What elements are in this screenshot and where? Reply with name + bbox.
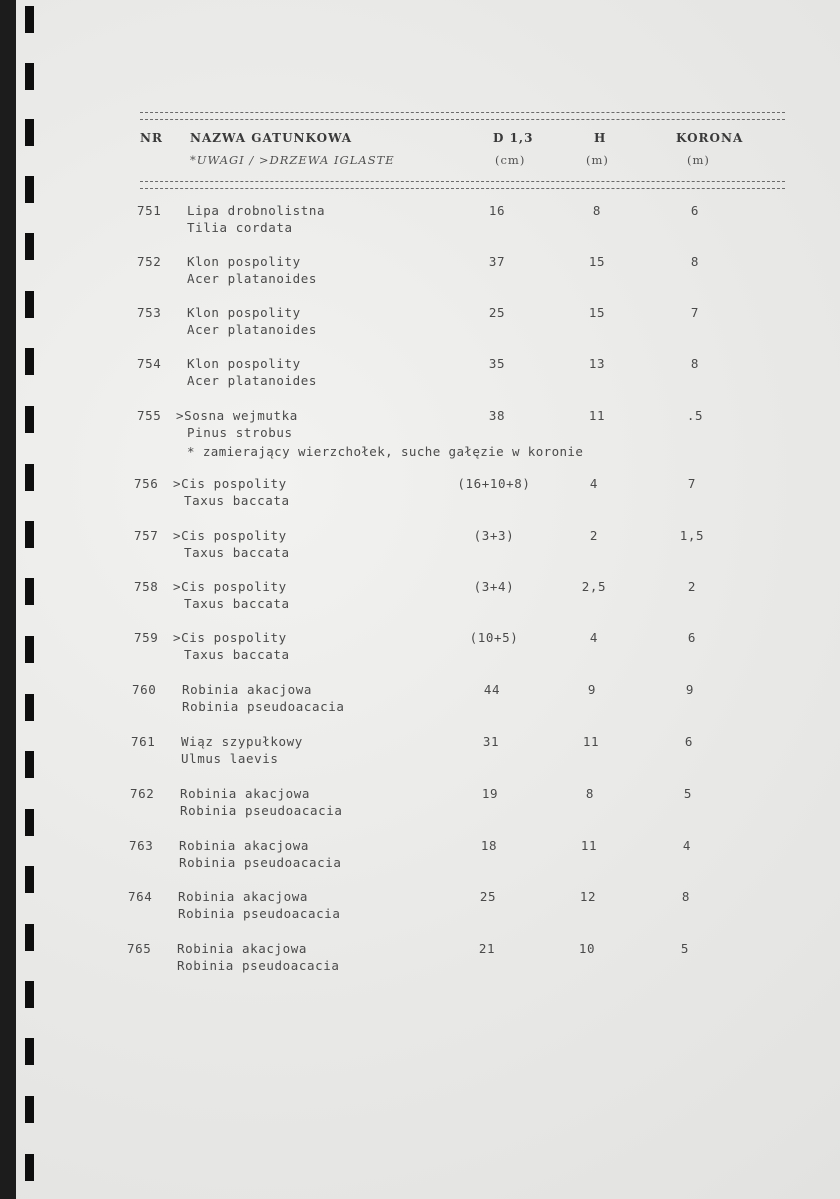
tree-height: 11 xyxy=(580,838,598,853)
binding-hole xyxy=(25,636,34,663)
crown-diameter: 6 xyxy=(684,734,694,749)
tree-number: 752 xyxy=(137,254,162,269)
tree-number: 760 xyxy=(132,682,157,697)
col-header-d13: D 1,3 xyxy=(493,131,534,145)
tree-number: 765 xyxy=(127,941,152,956)
crown-diameter: 7 xyxy=(690,305,700,320)
tree-name-latin: Robinia pseudoacacia xyxy=(180,803,343,818)
binding-hole xyxy=(25,406,34,433)
tree-name-polish: >Cis pospolity xyxy=(173,630,287,645)
tree-number: 761 xyxy=(131,734,156,749)
tree-name-polish: >Cis pospolity xyxy=(173,476,287,491)
trunk-diameter: 25 xyxy=(479,889,497,904)
trunk-diameter: (3+4) xyxy=(473,579,515,594)
binding-strip xyxy=(0,0,16,1199)
tree-height: 11 xyxy=(588,408,606,423)
crown-diameter: .5 xyxy=(686,408,704,423)
col-header-nr: NR xyxy=(140,131,163,145)
binding-hole xyxy=(25,809,34,836)
binding-hole xyxy=(25,1096,34,1123)
binding-hole xyxy=(25,521,34,548)
tree-height: 4 xyxy=(589,630,599,645)
tree-name-latin: Acer platanoides xyxy=(187,271,318,286)
tree-number: 756 xyxy=(134,476,159,491)
trunk-diameter: (10+5) xyxy=(469,630,519,645)
trunk-diameter: 31 xyxy=(482,734,500,749)
trunk-diameter: 21 xyxy=(478,941,496,956)
tree-name-latin: Taxus baccata xyxy=(184,647,290,662)
tree-name-polish: Robinia akacjowa xyxy=(182,682,313,697)
tree-name-polish: >Sosna wejmutka xyxy=(176,408,298,423)
tree-height: 4 xyxy=(589,476,599,491)
crown-diameter: 8 xyxy=(690,356,700,371)
tree-name-polish: >Cis pospolity xyxy=(173,528,287,543)
trunk-diameter: 18 xyxy=(480,838,498,853)
tree-number: 762 xyxy=(130,786,155,801)
h-unit: (m) xyxy=(586,153,609,167)
crown-diameter: 9 xyxy=(685,682,695,697)
tree-name-polish: Robinia akacjowa xyxy=(177,941,308,956)
tree-name-latin: Taxus baccata xyxy=(184,596,290,611)
tree-number: 751 xyxy=(137,203,162,218)
binding-hole xyxy=(25,176,34,203)
binding-hole xyxy=(25,233,34,260)
binding-hole xyxy=(25,751,34,778)
tree-name-latin: Robinia pseudoacacia xyxy=(182,699,345,714)
trunk-diameter: 37 xyxy=(488,254,506,269)
binding-hole xyxy=(25,1154,34,1181)
tree-name-polish: Robinia akacjowa xyxy=(180,786,311,801)
crown-diameter: 4 xyxy=(682,838,692,853)
korona-unit: (m) xyxy=(687,153,710,167)
trunk-diameter: 44 xyxy=(483,682,501,697)
tree-name-latin: Taxus baccata xyxy=(184,545,290,560)
binding-hole xyxy=(25,578,34,605)
tree-number: 763 xyxy=(129,838,154,853)
col-header-h: H xyxy=(594,131,607,145)
crown-diameter: 6 xyxy=(687,630,697,645)
tree-name-latin: Ulmus laevis xyxy=(181,751,279,766)
tree-name-latin: Robinia pseudoacacia xyxy=(177,958,340,973)
tree-name-polish: Robinia akacjowa xyxy=(179,838,310,853)
tree-name-latin: Pinus strobus xyxy=(187,425,293,440)
crown-diameter: 8 xyxy=(681,889,691,904)
tree-height: 12 xyxy=(579,889,597,904)
tree-name-latin: Acer platanoides xyxy=(187,322,318,337)
trunk-diameter: 16 xyxy=(488,203,506,218)
tree-height: 9 xyxy=(587,682,597,697)
d13-unit: (cm) xyxy=(495,153,526,167)
trunk-diameter: 25 xyxy=(488,305,506,320)
tree-number: 759 xyxy=(134,630,159,645)
tree-height: 15 xyxy=(588,254,606,269)
tree-name-polish: Klon pospolity xyxy=(187,254,301,269)
tree-height: 8 xyxy=(592,203,602,218)
tree-number: 754 xyxy=(137,356,162,371)
binding-hole xyxy=(25,291,34,318)
binding-hole xyxy=(25,119,34,146)
notes-legend: *UWAGI / >DRZEWA IGLASTE xyxy=(190,153,395,167)
tree-number: 758 xyxy=(134,579,159,594)
document-page xyxy=(16,0,840,1199)
binding-hole xyxy=(25,63,34,90)
tree-number: 753 xyxy=(137,305,162,320)
crown-diameter: 5 xyxy=(680,941,690,956)
tree-name-latin: Acer platanoides xyxy=(187,373,318,388)
tree-height: 2 xyxy=(589,528,599,543)
binding-hole xyxy=(25,924,34,951)
crown-diameter: 6 xyxy=(690,203,700,218)
trunk-diameter: 19 xyxy=(481,786,499,801)
binding-hole xyxy=(25,348,34,375)
tree-number: 757 xyxy=(134,528,159,543)
tree-name-latin: Tilia cordata xyxy=(187,220,293,235)
tree-number: 764 xyxy=(128,889,153,904)
tree-name-polish: Klon pospolity xyxy=(187,356,301,371)
crown-diameter: 8 xyxy=(690,254,700,269)
header-top-rule xyxy=(140,112,785,120)
tree-height: 10 xyxy=(578,941,596,956)
trunk-diameter: 35 xyxy=(488,356,506,371)
tree-name-polish: >Cis pospolity xyxy=(173,579,287,594)
tree-height: 11 xyxy=(582,734,600,749)
binding-hole xyxy=(25,464,34,491)
tree-name-polish: Klon pospolity xyxy=(187,305,301,320)
binding-hole xyxy=(25,694,34,721)
binding-hole xyxy=(25,1038,34,1065)
tree-name-polish: Robinia akacjowa xyxy=(178,889,309,904)
tree-name-polish: Wiąz szypułkowy xyxy=(181,734,303,749)
tree-name-polish: Lipa drobnolistna xyxy=(187,203,326,218)
tree-height: 8 xyxy=(585,786,595,801)
trunk-diameter: (16+10+8) xyxy=(457,476,531,491)
binding-hole xyxy=(25,981,34,1008)
binding-hole xyxy=(25,866,34,893)
binding-hole xyxy=(25,6,34,33)
header-bottom-rule xyxy=(140,181,785,189)
tree-name-latin: Robinia pseudoacacia xyxy=(179,855,342,870)
tree-note: * zamierający wierzchołek, suche gałęzie w koronie xyxy=(187,444,584,459)
tree-name-latin: Robinia pseudoacacia xyxy=(178,906,341,921)
col-header-korona: KORONA xyxy=(676,131,744,145)
trunk-diameter: (3+3) xyxy=(473,528,515,543)
trunk-diameter: 38 xyxy=(488,408,506,423)
crown-diameter: 5 xyxy=(683,786,693,801)
crown-diameter: 2 xyxy=(687,579,697,594)
crown-diameter: 1,5 xyxy=(679,528,705,543)
tree-name-latin: Taxus baccata xyxy=(184,493,290,508)
col-header-name: NAZWA GATUNKOWA xyxy=(190,131,353,145)
tree-height: 15 xyxy=(588,305,606,320)
crown-diameter: 7 xyxy=(687,476,697,491)
tree-height: 13 xyxy=(588,356,606,371)
tree-number: 755 xyxy=(137,408,162,423)
tree-height: 2,5 xyxy=(581,579,607,594)
